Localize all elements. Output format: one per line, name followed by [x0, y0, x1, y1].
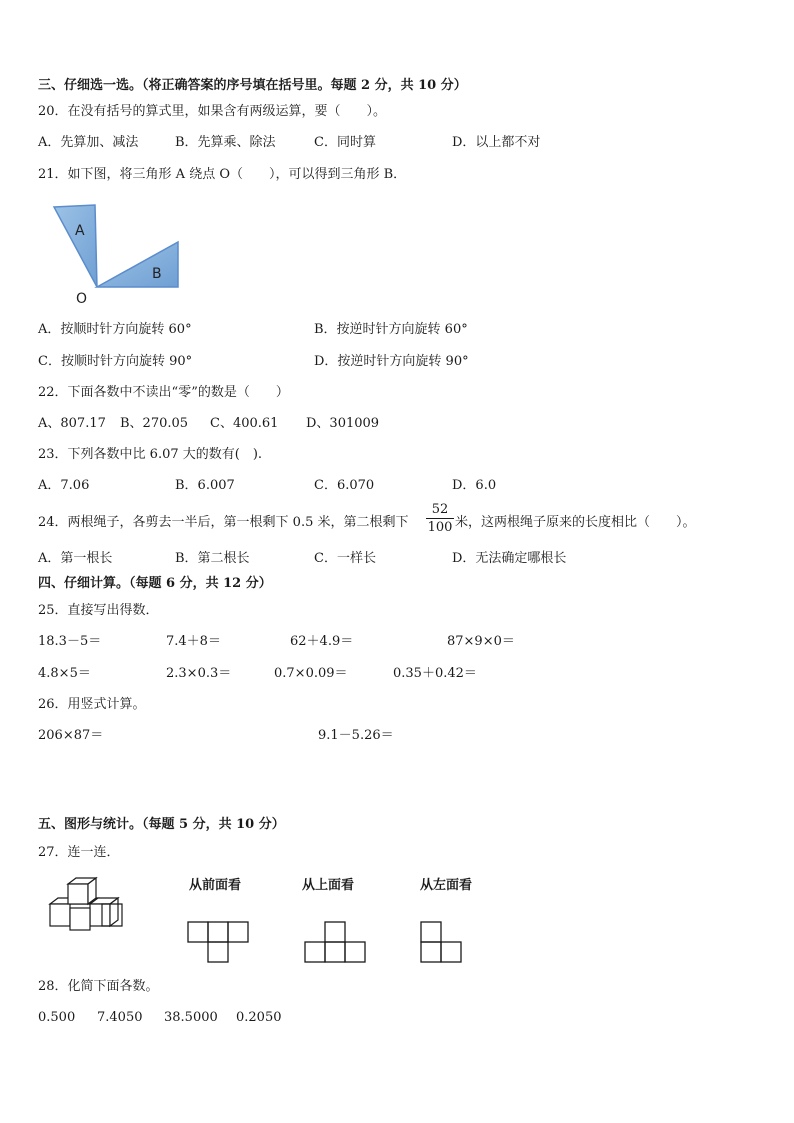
q22-option-a: A、807.17 [38, 416, 106, 431]
cube-stack-figure [40, 874, 140, 944]
q20-option-d: D．以上都不对 [452, 135, 541, 150]
q22-option-d: D、301009 [306, 416, 380, 431]
calc-item: 62＋4.9＝ [290, 634, 354, 649]
simplify-item: 0.500 [38, 1010, 76, 1025]
vertical-calc-item: 206×87＝ [38, 728, 104, 743]
q23-option-c: C．6.070 [314, 478, 375, 493]
rotation-triangles-figure [40, 200, 200, 310]
triangle-b-label: B [152, 266, 162, 282]
triangle-a-label: A [75, 223, 85, 239]
q23-option-d: D．6.0 [452, 478, 497, 493]
fraction-denominator: 100 [427, 520, 453, 535]
calc-item: 7.4＋8＝ [166, 634, 221, 649]
q22-option-c: C、400.61 [210, 416, 279, 431]
q20-option-b: B．先算乘、除法 [175, 135, 276, 150]
q21-option-d: D．按逆时针方向旋转 90° [314, 354, 469, 369]
q23-option-b: B．6.007 [175, 478, 235, 493]
question-22: 22．下面各数中不读出“零”的数是（ ） [38, 385, 289, 400]
simplify-item: 38.5000 [164, 1010, 218, 1025]
view-top-label: 从上面看 [302, 878, 355, 893]
question-23: 23．下列各数中比 6.07 大的数有( ). [38, 447, 263, 462]
simplify-item: 7.4050 [97, 1010, 143, 1025]
triangle-a [54, 205, 97, 287]
question-25: 25．直接写出得数． [38, 603, 159, 618]
q20-option-a: A．先算加、减法 [38, 135, 139, 150]
question-24-end: 米，这两根绳子原来的长度相比（ ）。 [455, 515, 696, 530]
q22-option-b: B、270.05 [120, 416, 189, 431]
fraction-numerator: 52 [431, 502, 449, 517]
q23-option-a: A．7.06 [38, 478, 90, 493]
question-26: 26．用竖式计算。 [38, 697, 146, 712]
vertical-calc-item: 9.1－5.26＝ [318, 728, 394, 743]
section-3-heading: 三、仔细选一选。（将正确答案的序号填在括号里。每题 2 分，共 10 分） [38, 78, 467, 93]
calc-item: 0.7×0.09＝ [274, 666, 348, 681]
simplify-item: 0.2050 [236, 1010, 282, 1025]
q24-option-c: C．一样长 [314, 551, 376, 566]
calc-item: 2.3×0.3＝ [166, 666, 232, 681]
question-27: 27．连一连． [38, 845, 120, 860]
fraction-52-100 [426, 502, 454, 535]
q20-option-c: C．同时算 [314, 135, 376, 150]
fraction-bar [426, 518, 454, 519]
calc-item: 0.35＋0.42＝ [393, 666, 477, 681]
question-21: 21．如下图，将三角形 A 绕点 O（ ），可以得到三角形 B． [38, 167, 407, 182]
question-24-start: 24．两根绳子，各剪去一半后，第一根剩下 0.5 米，第二根剩下 [38, 515, 409, 530]
calc-item: 87×9×0＝ [447, 634, 515, 649]
left-view-shape [421, 920, 467, 964]
view-front-label: 从前面看 [189, 878, 242, 893]
front-view-shape [188, 920, 250, 964]
view-left-label: 从左面看 [420, 878, 473, 893]
q24-option-b: B．第二根长 [175, 551, 250, 566]
q21-option-b: B．按逆时针方向旋转 60° [314, 322, 468, 337]
q21-option-a: A．按顺时针方向旋转 60° [38, 322, 192, 337]
question-20: 20．在没有括号的算式里，如果含有两级运算，要（ ）。 [38, 104, 387, 119]
triangle-b [97, 242, 178, 287]
calc-item: 4.8×5＝ [38, 666, 91, 681]
top-view-shape [305, 920, 367, 964]
calc-item: 18.3－5＝ [38, 634, 102, 649]
question-28: 28．化简下面各数。 [38, 979, 159, 994]
q24-option-a: A．第一根长 [38, 551, 113, 566]
section-4-heading: 四、仔细计算。（每题 6 分，共 12 分） [38, 576, 272, 591]
section-5-heading: 五、图形与统计。（每题 5 分，共 10 分） [38, 817, 285, 832]
point-o-label: O [76, 291, 88, 307]
q24-option-d: D．无法确定哪根长 [452, 551, 567, 566]
q21-option-c: C．按顺时针方向旋转 90° [38, 354, 193, 369]
